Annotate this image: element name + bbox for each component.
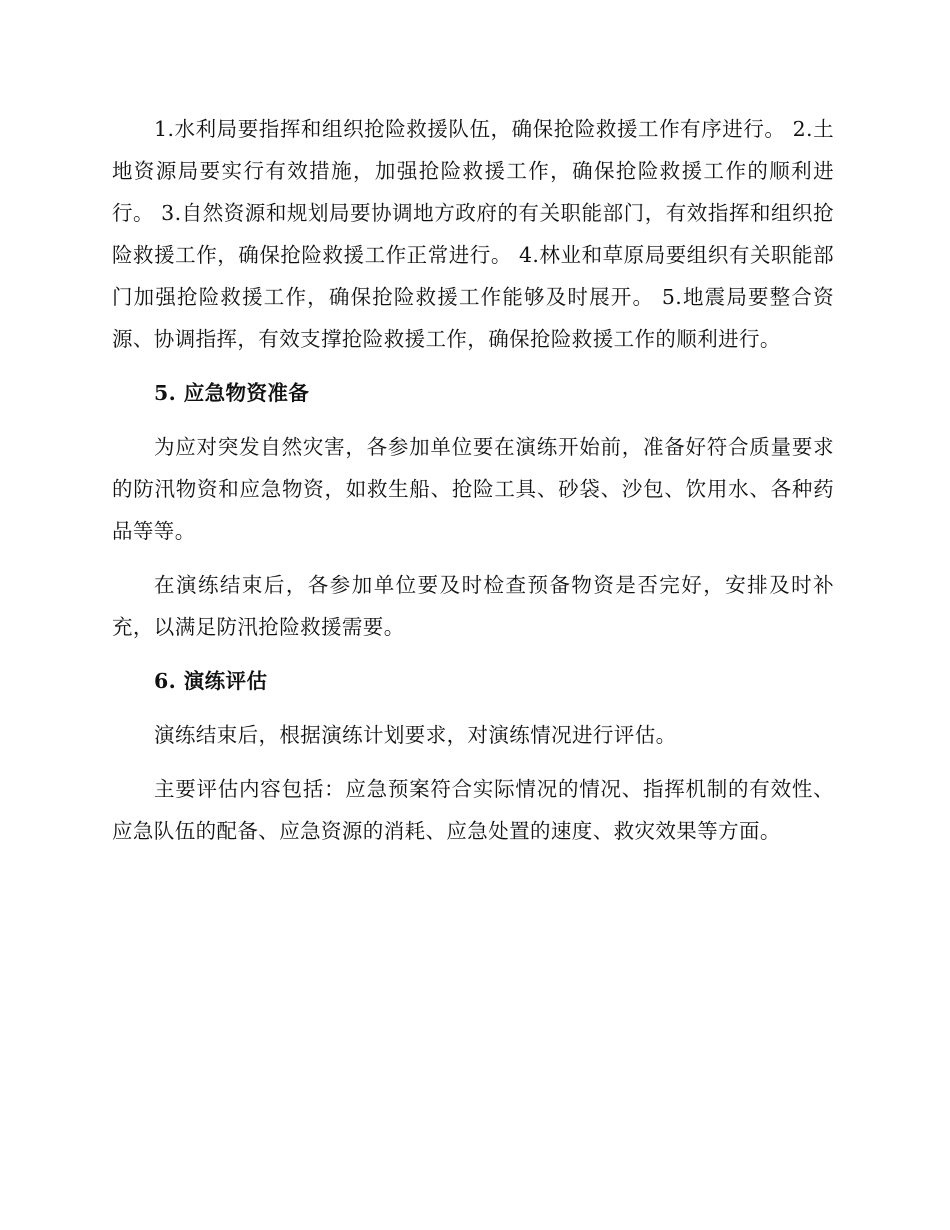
section-5-heading: 5. 应急物资准备 xyxy=(154,381,310,405)
document-body xyxy=(112,108,834,852)
section-5-paragraph-1: 为应对突发自然灾害，各参加单位要在演练开始前，准备好符合质量要求的防汛物资和应急物资，如救生船、抢险工具、砂袋、沙包、饮用水、各种药品等等。 xyxy=(112,435,834,543)
intro-paragraph: 1.水利局要指挥和组织抢险救援队伍，确保抢险救援工作有序进行。 2.土地资源局要实行有效措施，加强抢险救援工作，确保抢险救援工作的顺利进行。 3.自然资源和规划局要协调地方政府的有关职能部门，有效指挥和组织抢险救援工作，确保抢险救援工作正常进行。 4.林业和草原局要组织有关职能部门加强抢险救援工作，确保抢险救援工作能够及时展开。 5.地震局要整合资源、协调指挥，有效支撑抢险救援工作，确保抢险救援工作的顺利进行。 xyxy=(112,117,834,351)
section-6-paragraph-2: 主要评估内容包括：应急预案符合实际情况的情况、指挥机制的有效性、应急队伍的配备、应急资源的消耗、应急处置的速度、救灾效果等方面。 xyxy=(112,777,834,843)
section-6-paragraph-1: 演练结束后，根据演练计划要求，对演练情况进行评估。 xyxy=(154,723,677,747)
section-5-paragraph-2: 在演练结束后，各参加单位要及时检查预备物资是否完好，安排及时补充，以满足防汛抢险救援需要。 xyxy=(112,573,834,639)
section-6-heading: 6. 演练评估 xyxy=(154,669,268,693)
